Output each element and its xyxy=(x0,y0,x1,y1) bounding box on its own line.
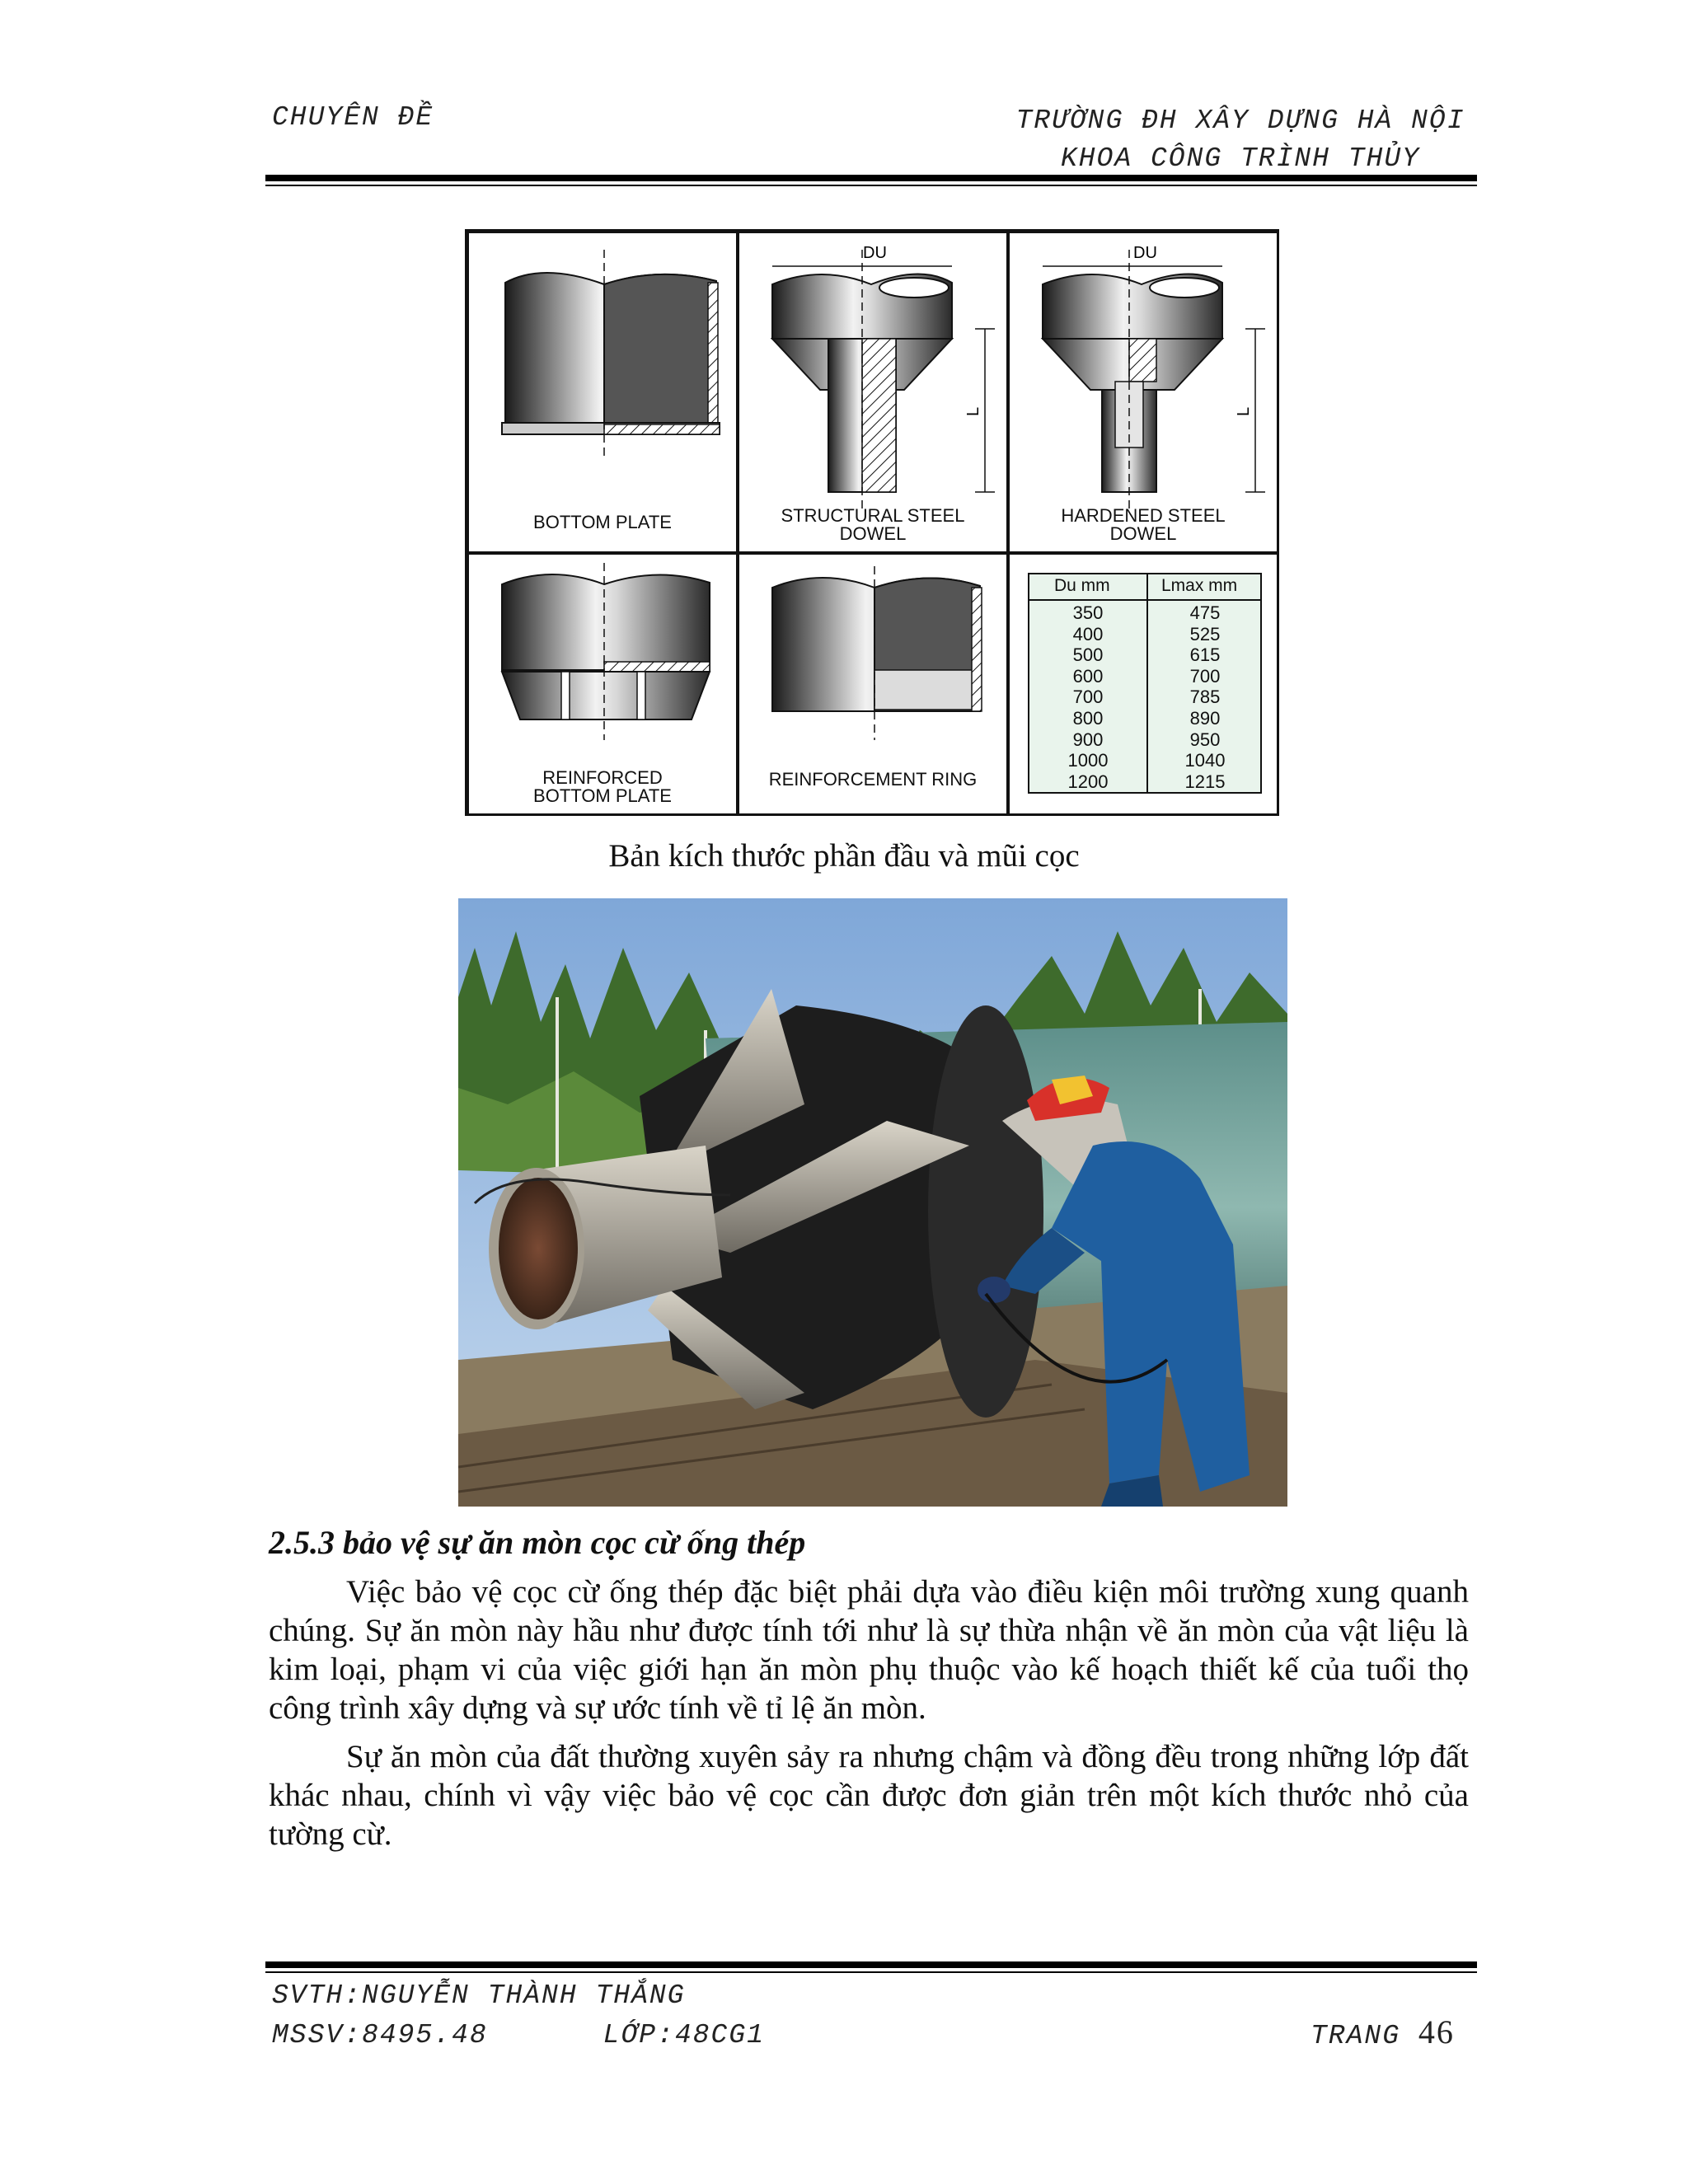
table-cell-du: 600 xyxy=(1072,665,1104,687)
label-reinforcement-ring: REINFORCEMENT RING xyxy=(768,769,978,790)
header-faculty: KHOA CÔNG TRÌNH THỦY xyxy=(1060,143,1421,174)
table-row xyxy=(1029,666,1264,688)
label-hardened-line2: DOWEL xyxy=(1109,523,1177,544)
table-cell-lmax: 700 xyxy=(1189,665,1221,687)
bottom-plate-drawing xyxy=(469,233,739,555)
cell-structural-dowel xyxy=(738,232,1008,553)
table-cell-du: 500 xyxy=(1072,644,1104,666)
footer-page-label: TRANG xyxy=(1311,2021,1401,2051)
label-reinforced-line2: BOTTOM PLATE xyxy=(533,785,672,806)
table-cell-lmax: 525 xyxy=(1189,623,1221,644)
footer-right xyxy=(1311,2013,1455,2051)
table-cell-lmax: 785 xyxy=(1189,687,1221,708)
cell-dimension-table xyxy=(1008,553,1278,815)
table-cell-du: 800 xyxy=(1072,708,1104,729)
cell-reinforced-bottom-plate xyxy=(467,553,738,815)
label-bottom-plate: BOTTOM PLATE xyxy=(533,512,672,532)
table-cell-du: 1000 xyxy=(1067,750,1109,771)
header-school: TRƯỜNG ĐH XÂY DỰNG HÀ NỘI xyxy=(1015,105,1465,136)
label-reinforced-line1: REINFORCED xyxy=(542,767,663,788)
table-row xyxy=(1029,644,1264,667)
footer-page-number: 46 xyxy=(1418,2013,1455,2050)
figure-caption: Bản kích thước phần đầu và mũi cọc xyxy=(608,838,1080,874)
table-cell-du: 400 xyxy=(1072,623,1104,644)
table-row xyxy=(1029,624,1264,646)
label-hardened-dowel xyxy=(1010,507,1277,543)
dim-l-label: L xyxy=(964,406,982,416)
table-cell-lmax: 1215 xyxy=(1184,771,1226,792)
table-cell-lmax: 615 xyxy=(1189,644,1221,666)
table-cell-lmax: 1040 xyxy=(1184,750,1226,771)
section-heading: 2.5.3 bảo vệ sự ăn mòn cọc cừ ống thép xyxy=(269,1524,806,1561)
cell-reinforcement-ring xyxy=(738,553,1008,815)
header-left: CHUYÊN ĐỀ xyxy=(272,102,434,133)
header-rule xyxy=(265,175,1477,186)
label-structural-line1: STRUCTURAL STEEL xyxy=(781,505,965,526)
pile-tip-figure xyxy=(465,229,1279,816)
footer-student-id: MSSV:8495.48 xyxy=(272,2020,488,2050)
paragraph-2: Sự ăn mòn của đất thường xuyên sảy ra nhưng chậm và đồng đều trong những lớp đất khác nhau, chính vì vậy việc bảo vệ cọc cần được đơn giản trên một kích thước nhỏ của tường cừ. xyxy=(269,1739,1469,1852)
table-cell-du: 1200 xyxy=(1067,771,1109,792)
cell-hardened-dowel xyxy=(1008,232,1278,553)
table-cell-lmax: 475 xyxy=(1189,602,1221,623)
label-structural-line2: DOWEL xyxy=(839,523,907,544)
table-row xyxy=(1029,750,1264,772)
paragraph-1: Việc bảo vệ cọc cừ ống thép đặc biệt phải dựa vào điều kiện môi trường xung quanh chúng. Sự ăn mòn này hầu như được tính tới như là sự thừa nhận về ăn mòn của vật liệu là kim loại, phạm vi của việc giới hạn ăn mòn phụ thuộc vào kế hoạch thiết kế của tuổi thọ công trình xây dựng và sự ước tính về tỉ lệ ăn mòn. xyxy=(269,1574,1469,1726)
table-cell-du: 900 xyxy=(1072,729,1104,750)
label-hardened-line1: HARDENED STEEL xyxy=(1061,505,1226,526)
table-row xyxy=(1029,708,1264,730)
footer-rule xyxy=(265,1961,1477,1973)
label-reinforced-bottom-plate xyxy=(469,769,736,805)
cell-bottom-plate xyxy=(467,232,738,553)
table-cell-du: 700 xyxy=(1072,687,1104,708)
footer-left xyxy=(272,1976,765,2055)
table-header-lmax: Lmax mm xyxy=(1161,576,1238,595)
table-cell-du: 350 xyxy=(1072,602,1104,623)
du-lmax-table xyxy=(1028,573,1262,794)
table-row xyxy=(1029,729,1264,752)
welding-photo xyxy=(458,898,1287,1507)
footer-class: LỚP:48CG1 xyxy=(603,2020,765,2050)
dim-l-label-2: L xyxy=(1235,406,1253,416)
dim-du-label-2: DU xyxy=(1133,244,1157,262)
footer-student: SVTH:NGUYỄN THÀNH THẮNG xyxy=(272,1980,686,2011)
table-cell-lmax: 950 xyxy=(1189,729,1221,750)
label-structural-dowel xyxy=(739,507,1006,543)
table-header-du: Du mm xyxy=(1054,576,1110,595)
table-row xyxy=(1029,687,1264,709)
table-row xyxy=(1029,771,1264,794)
dim-du-label: DU xyxy=(863,244,887,262)
table-cell-lmax: 890 xyxy=(1189,708,1221,729)
header-right xyxy=(1006,102,1475,178)
table-row xyxy=(1029,602,1264,625)
